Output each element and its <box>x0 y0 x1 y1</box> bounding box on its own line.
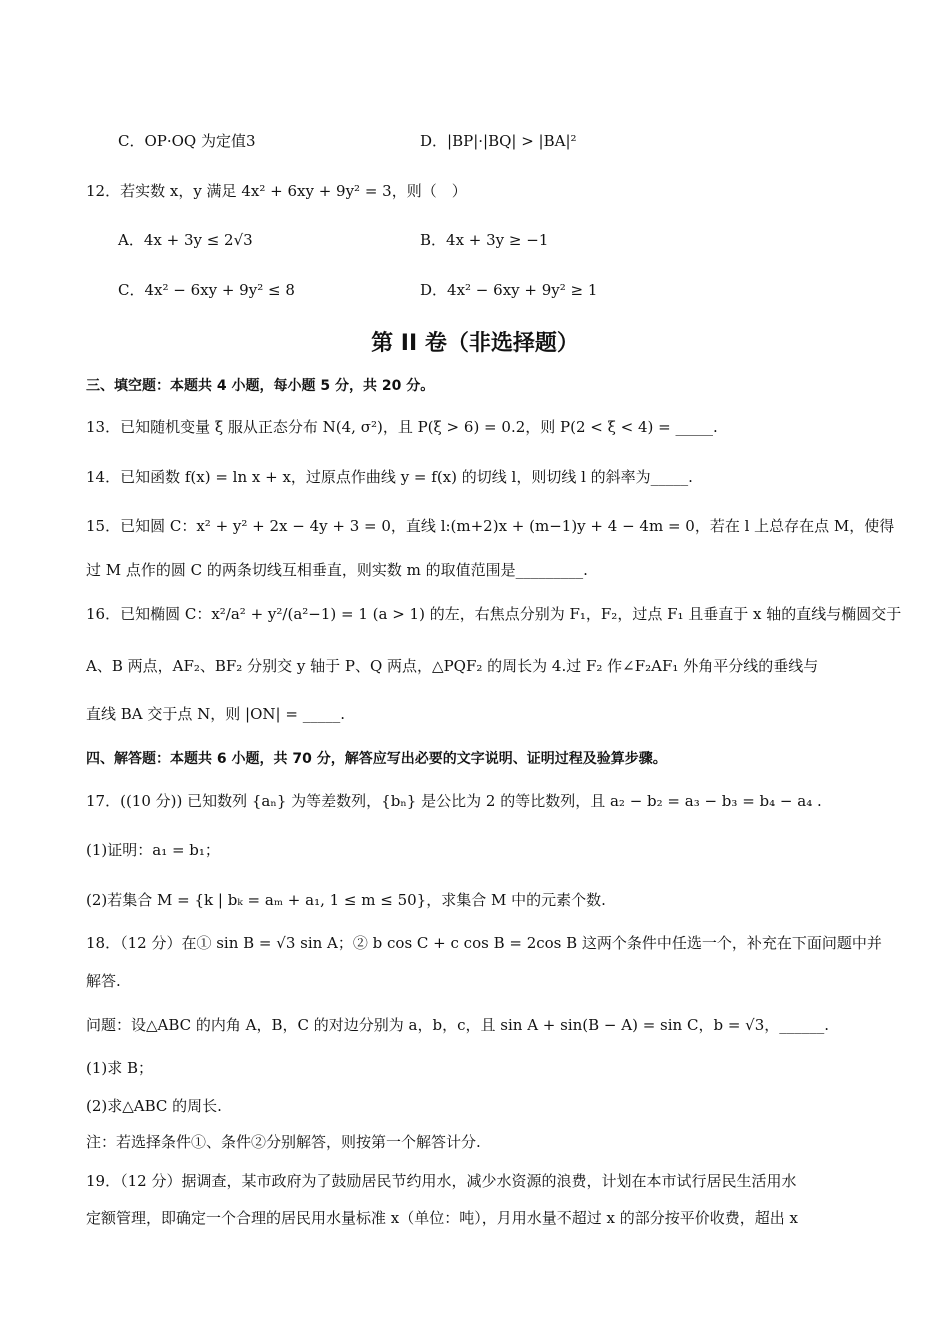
q16-line-2: A、B 两点，AF₂、BF₂ 分别交 y 轴于 P、Q 两点，△PQF₂ 的周长为 4.过 F₂ 作∠F₂AF₁ 外角平分线的垂线与 <box>86 657 819 675</box>
q16-line-1: 16．已知椭圆 C：x²/a² + y²/(a²−1) = 1 (a > 1) 的左，右焦点分别为 F₁，F₂，过点 F₁ 且垂直于 x 轴的直线与椭圆交于 <box>86 605 902 623</box>
q19-line-2: 定额管理，即确定一个合理的居民用水量标准 x（单位：吨），月用水量不超过 x 的部分按平价收费，超出 x <box>86 1209 798 1227</box>
q18-note: 注：若选择条件①、条件②分别解答，则按第一个解答计分. <box>86 1133 481 1151</box>
q12-option-c: C．4x² − 6xy + 9y² ≤ 8 <box>118 281 295 299</box>
q18-problem: 问题：设△ABC 的内角 A，B，C 的对边分别为 a，b，c，且 sin A + sin(B − A) = sin C，b = √3，______. <box>86 1016 830 1034</box>
q18-part-1: (1)求 B； <box>86 1059 154 1077</box>
part3-heading: 三、填空题：本题共 4 小题，每小题 5 分，共 20 分。 <box>86 378 435 394</box>
q18-part-2: (2)求△ABC 的周长. <box>86 1097 222 1115</box>
q15-line-2: 过 M 点作的圆 C 的两条切线互相垂直，则实数 m 的取值范围是_________. <box>86 561 588 579</box>
q16-line-3: 直线 BA 交于点 N，则 |ON| = _____. <box>86 705 345 723</box>
section-2-title: 第 II 卷（非选择题） <box>371 331 579 356</box>
q12-stem: 12．若实数 x，y 满足 4x² + 6xy + 9y² = 3，则（ ） <box>86 182 467 200</box>
q18-line-2: 解答. <box>86 972 121 990</box>
q12-option-a: A．4x + 3y ≤ 2√3 <box>118 231 253 249</box>
q17-part-1: (1)证明：a₁ = b₁； <box>86 841 220 859</box>
q17-part-2: (2)若集合 M = {k | bₖ = aₘ + a₁, 1 ≤ m ≤ 50}，求集合 M 中的元素个数. <box>86 891 606 909</box>
q11-option-d: D．|BP|·|BQ| > |BA|² <box>420 132 577 150</box>
q17-stem: 17．((10 分)) 已知数列 {aₙ} 为等差数列，{bₙ} 是公比为 2 的等比数列，且 a₂ − b₂ = a₃ − b₃ = b₄ − a₄ . <box>86 792 822 810</box>
part4-heading: 四、解答题：本题共 6 小题，共 70 分，解答应写出必要的文字说明、证明过程及验算步骤。 <box>86 751 667 767</box>
q11-option-c: C．OP·OQ 为定值3 <box>118 132 256 150</box>
q12-option-d: D．4x² − 6xy + 9y² ≥ 1 <box>420 281 598 299</box>
q15-line-1: 15．已知圆 C：x² + y² + 2x − 4y + 3 = 0，直线 l:(m+2)x + (m−1)y + 4 − 4m = 0，若在 l 上总存在点 M，使得 <box>86 517 895 535</box>
q14: 14．已知函数 f(x) = ln x + x，过原点作曲线 y = f(x) 的切线 l，则切线 l 的斜率为_____. <box>86 468 693 486</box>
q12-option-b: B．4x + 3y ≥ −1 <box>420 231 549 249</box>
q13: 13．已知随机变量 ξ 服从正态分布 N(4, σ²)，且 P(ξ > 6) = 0.2，则 P(2 < ξ < 4) = _____. <box>86 418 718 436</box>
q18-line-1: 18．（12 分）在① sin B = √3 sin A；② b cos C + c cos B = 2cos B 这两个条件中任选一个，补充在下面问题中并 <box>86 934 882 952</box>
q19-line-1: 19．（12 分）据调查，某市政府为了鼓励居民节约用水，减少水资源的浪费，计划在本市试行居民生活用水 <box>86 1172 797 1190</box>
